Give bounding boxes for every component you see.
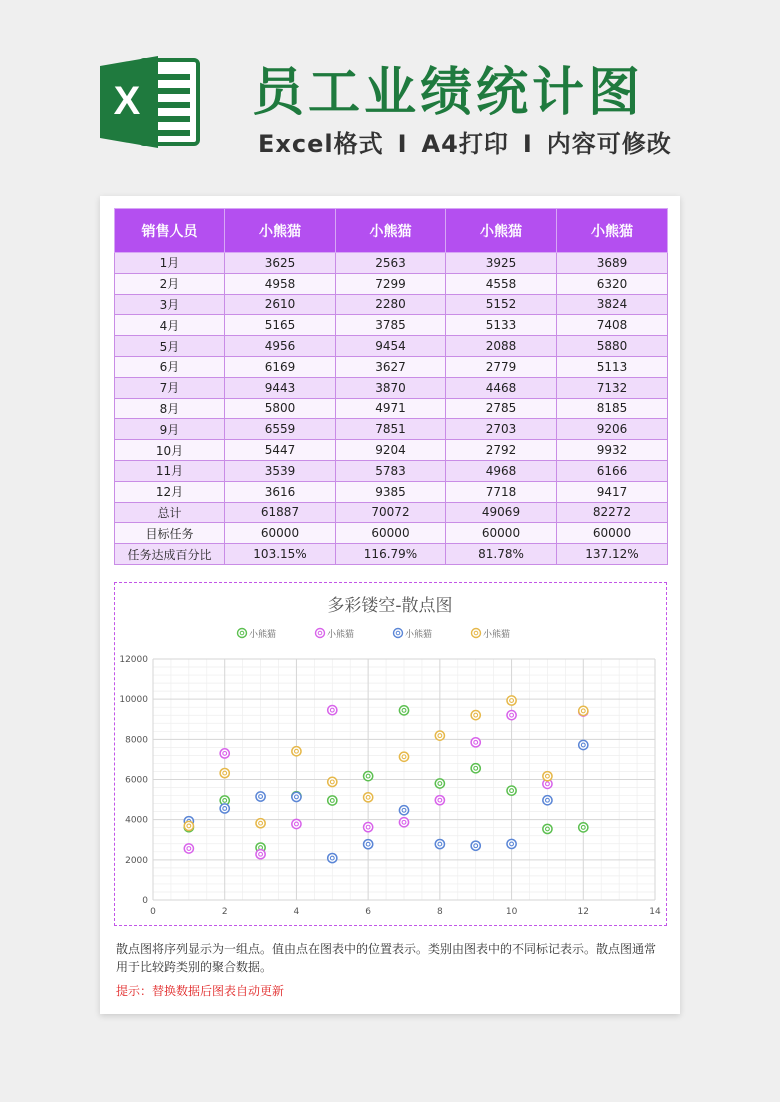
table-cell-value-person-4: 9206 [557,419,668,440]
table-cell-row-label: 5月 [115,336,225,357]
subtitle-print: A4打印 [421,130,509,158]
data-point [256,819,265,828]
data-point [507,839,516,848]
table-cell-value-person-3: 2703 [446,419,557,440]
x-tick-label: 12 [577,907,590,917]
table-cell-value-person-2: 3785 [336,315,446,336]
legend-marker-inner [474,631,478,635]
table-cell-value-person-2: 9385 [336,481,446,502]
table-cell-value-person-4: 3824 [557,294,668,315]
data-point [292,792,301,801]
table-cell-row-label: 目标任务 [115,523,225,544]
table-cell-row-label: 1月 [115,253,225,274]
table-cell-value-person-3: 3925 [446,253,557,274]
table-row [115,253,668,274]
data-point [471,711,480,720]
data-point [543,772,552,781]
table-row [115,377,668,398]
table-cell-value-person-3: 4558 [446,273,557,294]
x-tick-label: 14 [649,907,661,917]
data-point [471,764,480,773]
data-point [184,844,193,853]
sales-table [114,208,668,565]
table-row [115,315,668,336]
x-tick-label: 6 [365,907,372,917]
legend-label: 小熊猫 [405,630,433,640]
legend-label: 小熊猫 [483,630,511,640]
table-cell-value-person-1: 2610 [225,294,336,315]
table-cell-value-person-4: 6320 [557,273,668,294]
header-cell-salesperson: 销售人员 [115,209,225,253]
table-row [115,273,668,294]
table-cell-value-person-3: 81.78% [446,544,557,565]
legend-marker-inner [396,631,400,635]
x-tick-label: 10 [505,907,518,917]
table-cell-row-label: 10月 [115,440,225,461]
y-tick-label: 0 [142,896,148,906]
table-cell-value-person-2: 7851 [336,419,446,440]
table-cell-value-person-4: 7132 [557,377,668,398]
table-row [115,294,668,315]
table-cell-value-person-4: 9417 [557,481,668,502]
data-point [507,696,516,705]
table-row [115,544,668,565]
table-cell-value-person-3: 60000 [446,523,557,544]
header-cell-person-4: 小熊猫 [557,209,668,253]
data-point [364,793,373,802]
table-row [115,440,668,461]
document-sheet [100,196,680,1014]
table-cell-value-person-4: 6166 [557,460,668,481]
header-cell-person-3: 小熊猫 [446,209,557,253]
table-cell-value-person-1: 3539 [225,460,336,481]
table-cell-value-person-3: 5152 [446,294,557,315]
data-point [328,706,337,715]
table-cell-value-person-2: 4971 [336,398,446,419]
chart-title: 多彩镂空-散点图 [327,596,453,616]
table-cell-row-label: 9月 [115,419,225,440]
y-tick-label: 2000 [125,855,148,866]
table-cell-value-person-1: 6559 [225,419,336,440]
data-point [364,772,373,781]
data-point [328,777,337,786]
legend-marker [472,629,481,638]
table-cell-value-person-3: 5133 [446,315,557,336]
data-point [435,779,444,788]
table-cell-row-label: 12月 [115,481,225,502]
x-tick-label: 2 [221,907,228,917]
table-cell-value-person-1: 3616 [225,481,336,502]
legend-label: 小熊猫 [249,630,277,640]
data-point [579,740,588,749]
table-cell-value-person-2: 2563 [336,253,446,274]
table-cell-value-person-3: 2785 [446,398,557,419]
update-tip: 提示：替换数据后图表自动更新 [116,984,285,998]
table-cell-value-person-3: 2088 [446,336,557,357]
subtitle-separator: I [522,130,533,158]
y-tick-label: 10000 [119,695,148,706]
data-point [399,806,408,815]
table-cell-value-person-4: 3689 [557,253,668,274]
table-cell-value-person-4: 7408 [557,315,668,336]
data-point [471,841,480,850]
table-cell-row-label: 总计 [115,502,225,523]
data-point [435,731,444,740]
data-point [543,796,552,805]
data-point [364,840,373,849]
table-cell-value-person-4: 60000 [557,523,668,544]
table-row [115,460,668,481]
table-body [115,253,668,565]
table-cell-value-person-1: 60000 [225,523,336,544]
table-row [115,356,668,377]
table-row [115,336,668,357]
table-cell-value-person-1: 6169 [225,356,336,377]
table-cell-row-label: 任务达成百分比 [115,544,225,565]
data-point [579,823,588,832]
subtitle-format: Excel格式 [258,130,384,158]
table-row [115,502,668,523]
table-header-row [115,209,668,253]
table-row [115,523,668,544]
legend-marker-inner [318,631,322,635]
page-subtitle [258,124,672,159]
data-point [435,796,444,805]
data-point [220,749,229,758]
table-cell-value-person-4: 5113 [557,356,668,377]
legend-marker [238,629,247,638]
data-point [184,821,193,830]
table-row [115,398,668,419]
table-cell-row-label: 11月 [115,460,225,481]
data-point [435,839,444,848]
table-cell-value-person-4: 5880 [557,336,668,357]
data-point [220,768,229,777]
table-cell-value-person-3: 2779 [446,356,557,377]
data-point [220,804,229,813]
x-tick-label: 0 [150,907,156,917]
table-cell-value-person-1: 103.15% [225,544,336,565]
header-cell-person-2: 小熊猫 [336,209,446,253]
data-point [507,711,516,720]
table-cell-value-person-1: 3625 [225,253,336,274]
table-cell-value-person-3: 4968 [446,460,557,481]
table-cell-value-person-1: 5447 [225,440,336,461]
table-cell-value-person-2: 3627 [336,356,446,377]
legend-label: 小熊猫 [327,630,355,640]
table-row [115,419,668,440]
table-cell-value-person-2: 2280 [336,294,446,315]
data-point [543,824,552,833]
table-cell-row-label: 3月 [115,294,225,315]
table-cell-row-label: 6月 [115,356,225,377]
table-cell-row-label: 4月 [115,315,225,336]
table-cell-value-person-2: 60000 [336,523,446,544]
table-cell-value-person-3: 4468 [446,377,557,398]
legend-marker [316,629,325,638]
table-cell-value-person-1: 61887 [225,502,336,523]
data-point [328,796,337,805]
table-cell-value-person-2: 7299 [336,273,446,294]
header-cell-person-1: 小熊猫 [225,209,336,253]
table-cell-value-person-4: 9932 [557,440,668,461]
table-cell-value-person-4: 137.12% [557,544,668,565]
subtitle-separator: I [397,130,408,158]
y-tick-label: 6000 [125,775,148,786]
table-cell-value-person-2: 9454 [336,336,446,357]
table-cell-value-person-2: 116.79% [336,544,446,565]
excel-logo-letter: X [113,79,141,123]
data-point [579,706,588,715]
x-tick-label: 4 [293,907,300,917]
chart-description: 散点图将序列显示为一组点。值由点在图表中的位置表示。类别由图表中的不同标记表示。散点图通常用于比较跨类别的聚合数据。 [116,942,657,974]
table-cell-value-person-1: 4956 [225,336,336,357]
data-point [256,850,265,859]
data-point [256,792,265,801]
data-point [399,706,408,715]
y-tick-label: 4000 [125,815,148,826]
table-cell-value-person-3: 2792 [446,440,557,461]
chart-area [114,582,667,926]
data-point [328,853,337,862]
subtitle-editable: 内容可修改 [546,130,672,158]
table-cell-value-person-4: 8185 [557,398,668,419]
legend-marker [394,629,403,638]
table-cell-row-label: 8月 [115,398,225,419]
table-cell-value-person-1: 4958 [225,273,336,294]
table-cell-value-person-1: 9443 [225,377,336,398]
table-cell-value-person-2: 9204 [336,440,446,461]
table-cell-value-person-3: 49069 [446,502,557,523]
table-row [115,481,668,502]
page-title: 员工业绩统计图 [252,63,645,123]
data-point [364,823,373,832]
table-cell-row-label: 2月 [115,273,225,294]
table-cell-value-person-2: 3870 [336,377,446,398]
y-tick-label: 8000 [125,735,148,746]
table-cell-value-person-1: 5800 [225,398,336,419]
page-header [0,0,780,190]
scatter-chart [115,583,666,925]
y-tick-label: 12000 [119,655,148,665]
table-cell-value-person-1: 5165 [225,315,336,336]
table-cell-row-label: 7月 [115,377,225,398]
table-cell-value-person-3: 7718 [446,481,557,502]
data-point [292,819,301,828]
data-point [399,752,408,761]
legend-marker-inner [240,631,244,635]
table-cell-value-person-2: 5783 [336,460,446,481]
table-cell-value-person-2: 70072 [336,502,446,523]
data-point [292,747,301,756]
data-point [399,818,408,827]
data-point [471,738,480,747]
data-point [507,786,516,795]
x-tick-label: 8 [436,907,443,917]
excel-logo-icon [100,56,200,148]
table-cell-value-person-4: 82272 [557,502,668,523]
